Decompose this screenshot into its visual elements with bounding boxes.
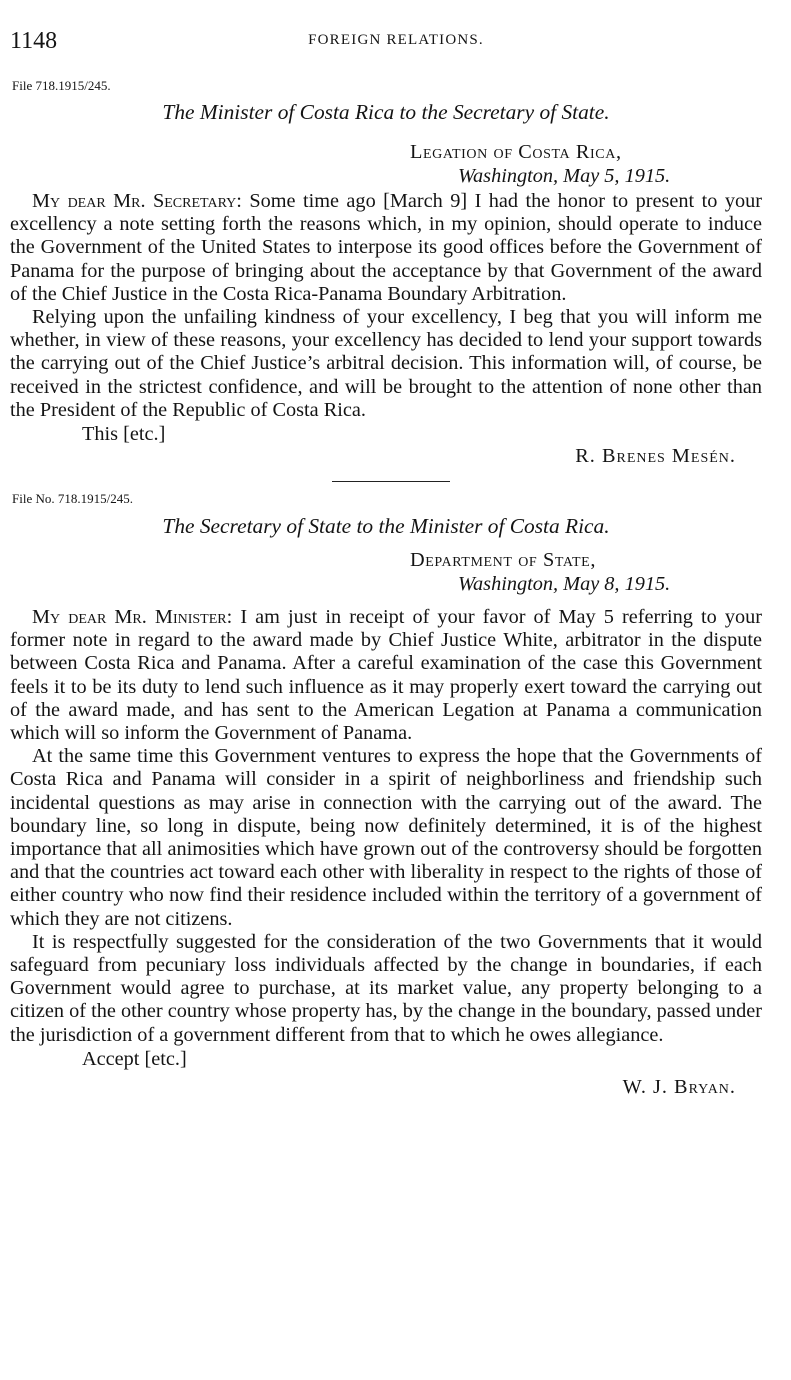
paragraph — [10, 606, 762, 745]
paragraph-text: I am just in receipt of your favor of May 5 referring to your former note in regard to the award made by Chief Justice White, arbitrator in the dispute between Costa Rica and Panama. After a careful examination of the case this Government feels it to be its duty to lend such influence as it may properly exert toward the carrying out of the award made, and has sent to the American Legation at Panama a communication which will so inform the Government of Panama. — [10, 606, 762, 745]
paragraph: It is respectfully suggested for the consideration of the two Governments that it would safeguard from pecuniary loss individuals affected by the change in boundaries, if each Government would agree to purchase, at its market value, any property belonging to a citizen of the other country whose property has, by the change in the boundary, passed under the jurisdiction of a government different from that to which he owes allegiance. — [10, 930, 762, 1046]
paragraph-text: Some time ago [March 9] I had the honor to present to your excellency a note setting forth the reasons which, in my opinion, should operate to induce the Government of the United States to interpose its good offices before the Government of Panama for the purpose of bringing about the acceptance by that Government of the award of the Chief Justice in the Costa Rica-Panama Boundary Arbitration. — [10, 190, 762, 305]
document-page — [10, 26, 762, 1099]
letter-body — [10, 606, 762, 1047]
letter-title: The Secretary of State to the Minister of Costa Rica. — [162, 514, 610, 539]
section-divider — [332, 481, 450, 482]
letter-secretary-of-state — [10, 491, 762, 1099]
file-reference: File No. 718.1915/245. — [12, 491, 133, 507]
dateline-date: Washington, May 5, 1915. — [458, 165, 671, 187]
paragraph: At the same time this Government ventures to express the hope that the Governments of Costa Rica and Panama will consider in a spirit of neighborliness and friendship such incidental questions as may arise in connection with the carrying out of the award. The boundary line, so long in dispute, being now definitely determined, it is of the highest importance that all animosities which have grown out of the controversy should be forgotten and that the countries act toward each other with liberality in respect to the rights of those of either country who now find their residence included within the territory of a government of which they are not citizens. — [10, 745, 762, 930]
file-reference: File 718.1915/245. — [12, 78, 111, 93]
dateline-date: Washington, May 8, 1915. — [458, 573, 671, 596]
salutation: My dear Mr. Minister: — [32, 606, 233, 629]
paragraph — [10, 190, 762, 306]
letter-costa-rica-minister — [10, 78, 762, 468]
signature: R. Brenes Mesén. — [575, 445, 736, 468]
dateline-place: Department of State, — [410, 549, 596, 572]
page-number: 1148 — [10, 28, 58, 54]
closing: Accept [etc.] — [82, 1047, 187, 1070]
dateline — [410, 140, 762, 188]
closing: This [etc.] — [82, 423, 166, 446]
paragraph: Relying upon the unfailing kindness of your excellency, I beg that you will inform me whether, in view of these reasons, your excellency has decided to lend your support towards the carrying out of the Chief Justice’s arbitral decision. This information will, of course, be received in the strictest confidence, and will be brought to the attention of none other than the President of the Republic of Costa Rica. — [10, 306, 762, 421]
salutation: My dear Mr. Secretary: — [32, 190, 242, 212]
letter-title: The Minister of Costa Rica to the Secretary of State. — [162, 100, 610, 124]
letter-body — [10, 190, 762, 422]
dateline-place: Legation of Costa Rica, — [410, 141, 622, 163]
signature: W. J. Bryan. — [622, 1075, 736, 1098]
running-head: FOREIGN RELATIONS. — [308, 32, 484, 48]
page-header — [10, 26, 762, 60]
dateline — [410, 548, 762, 596]
